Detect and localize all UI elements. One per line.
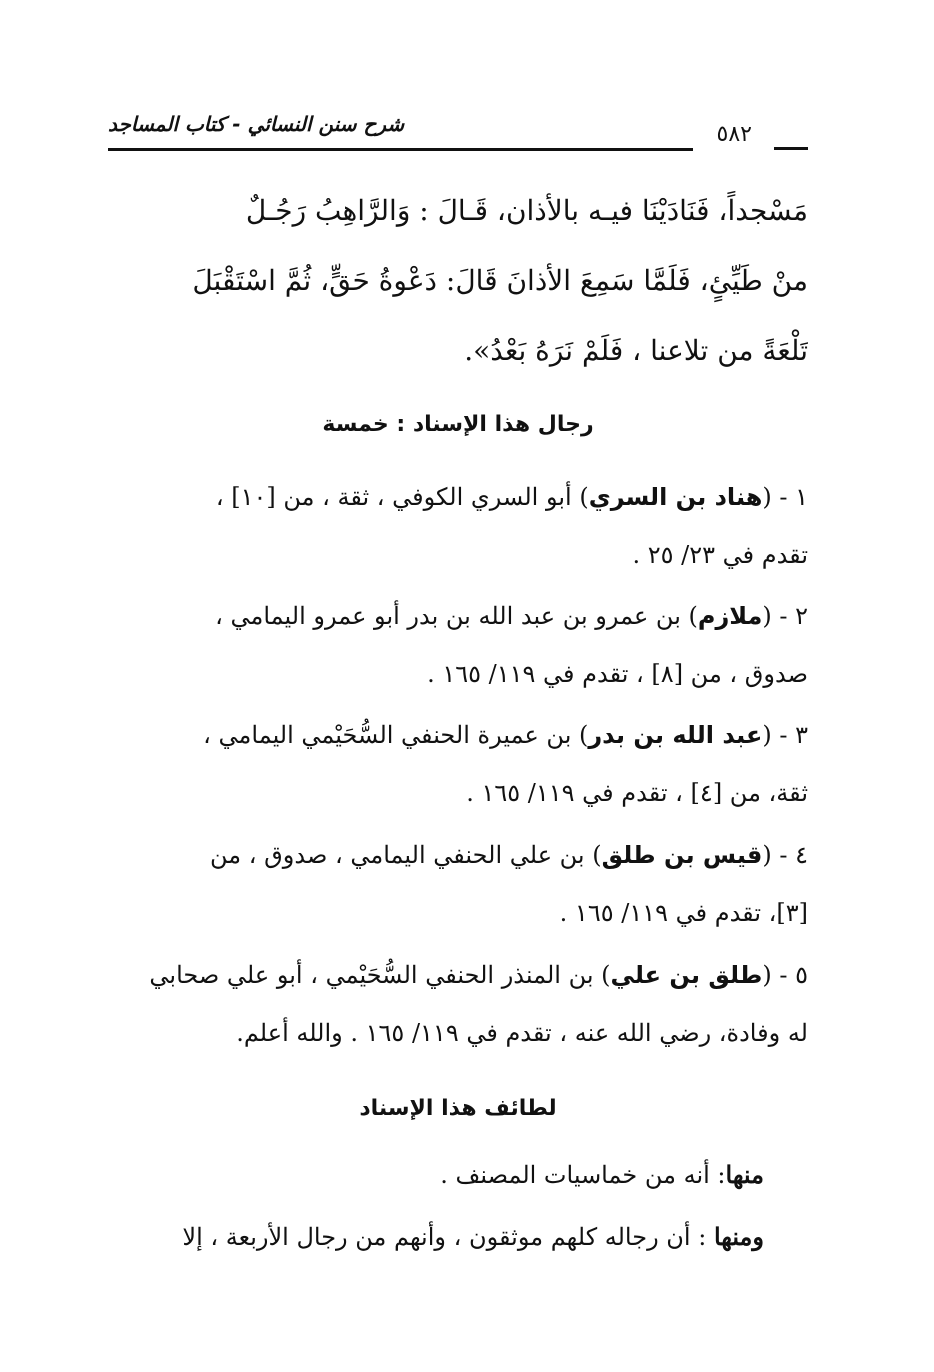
- benefit-label: منها: [725, 1160, 764, 1189]
- narrator-name: عبد الله بن بدر: [588, 721, 763, 749]
- lataif-heading: لطائف هذا الإسناد: [359, 1096, 557, 1121]
- narrator-line: [108, 587, 808, 645]
- narrator-line: [108, 706, 808, 764]
- narrator-name: طلق بن علي: [610, 961, 763, 989]
- narrator-details: ) بن عمرو بن عبد الله بن بدر أبو عمرو اليمامي ،: [215, 602, 698, 630]
- narrator-details: ) أبو السري الكوفي ، ثقة ، من [١٠] ،: [215, 483, 589, 511]
- benefit-line: [108, 1206, 808, 1268]
- narrator-entry: [108, 468, 808, 584]
- narrator-line: [٣]، تقدم في ١١٩/ ١٦٥ .: [559, 899, 808, 927]
- narrator-line: له وفادة، رضي الله عنه ، تقدم في ١١٩/ ١٦٥ . والله أعلم.: [236, 1019, 808, 1047]
- hadith-line: تَلْعَةً من تلاعنا ، فَلَمْ نَرَهُ بَعْدُ».: [464, 334, 808, 367]
- narrator-number: ٢ - (: [762, 602, 808, 630]
- narrator-details: ) بن عميرة الحنفي السُّحَيْمي اليمامي ،: [203, 721, 589, 749]
- rijal-heading: رجال هذا الإسناد : خمسة: [322, 412, 594, 437]
- narrator-details: ) بن المنذر الحنفي السُّحَيْمي ، أبو علي صحابي: [149, 961, 611, 989]
- narrator-line: [108, 826, 808, 884]
- narrator-number: ٤ - (: [762, 841, 808, 869]
- running-title: شرح سنن النسائي - كتاب المساجد: [108, 112, 405, 136]
- narrator-line: [108, 946, 808, 1004]
- benefit-label: ومنها: [713, 1222, 764, 1251]
- narrator-line: ثقة، من [٤] ، تقدم في ١١٩/ ١٦٥ .: [466, 779, 808, 807]
- benefit-text: : أن رجاله كلهم موثقون ، وأنهم من رجال الأربعة ، إلا: [182, 1223, 714, 1251]
- narrator-entry: [108, 706, 808, 822]
- narrator-name: هناد بن السري: [588, 483, 763, 511]
- narrator-line: صدوق ، من [٨] ، تقدم في ١١٩/ ١٦٥ .: [427, 660, 808, 688]
- hadith-line: منْ طَيِّئٍ، فَلَمَّا سَمِعَ الأذانَ قَالَ: دَعْوةُ حَقٍّ، ثُمَّ اسْتَقْبَلَ: [192, 264, 808, 297]
- benefit-line: [108, 1144, 808, 1206]
- page-number-dash: [774, 147, 808, 150]
- narrator-line: تقدم في ٢٣/ ٢٥ .: [632, 541, 808, 569]
- benefit-text: : أنه من خماسيات المصنف .: [440, 1161, 726, 1189]
- narrator-details: ) بن علي الحنفي اليمامي ، صدوق ، من: [210, 841, 602, 869]
- benefits-list: [108, 1144, 808, 1268]
- hadith-line: مَسْجداً، فَنَادَيْنَا فيـه بالأذان، قَـالَ : وَالرَّاهِبُ رَجُـلٌ: [245, 194, 808, 227]
- narrator-number: ١ - (: [762, 483, 808, 511]
- narrator-entry: [108, 946, 808, 1062]
- page-number: ٥٨٢: [716, 122, 752, 147]
- narrator-name: قيس بن طلق: [601, 841, 763, 869]
- narrator-number: ٣ - (: [762, 721, 808, 749]
- narrator-name: ملازم: [697, 602, 763, 630]
- page-header: [108, 112, 808, 162]
- narrator-number: ٥ - (: [762, 961, 808, 989]
- narrator-line: [108, 468, 808, 526]
- header-rule: [108, 148, 693, 151]
- hadith-text: [108, 176, 808, 386]
- narrator-entry: [108, 587, 808, 703]
- narrator-entry: [108, 826, 808, 942]
